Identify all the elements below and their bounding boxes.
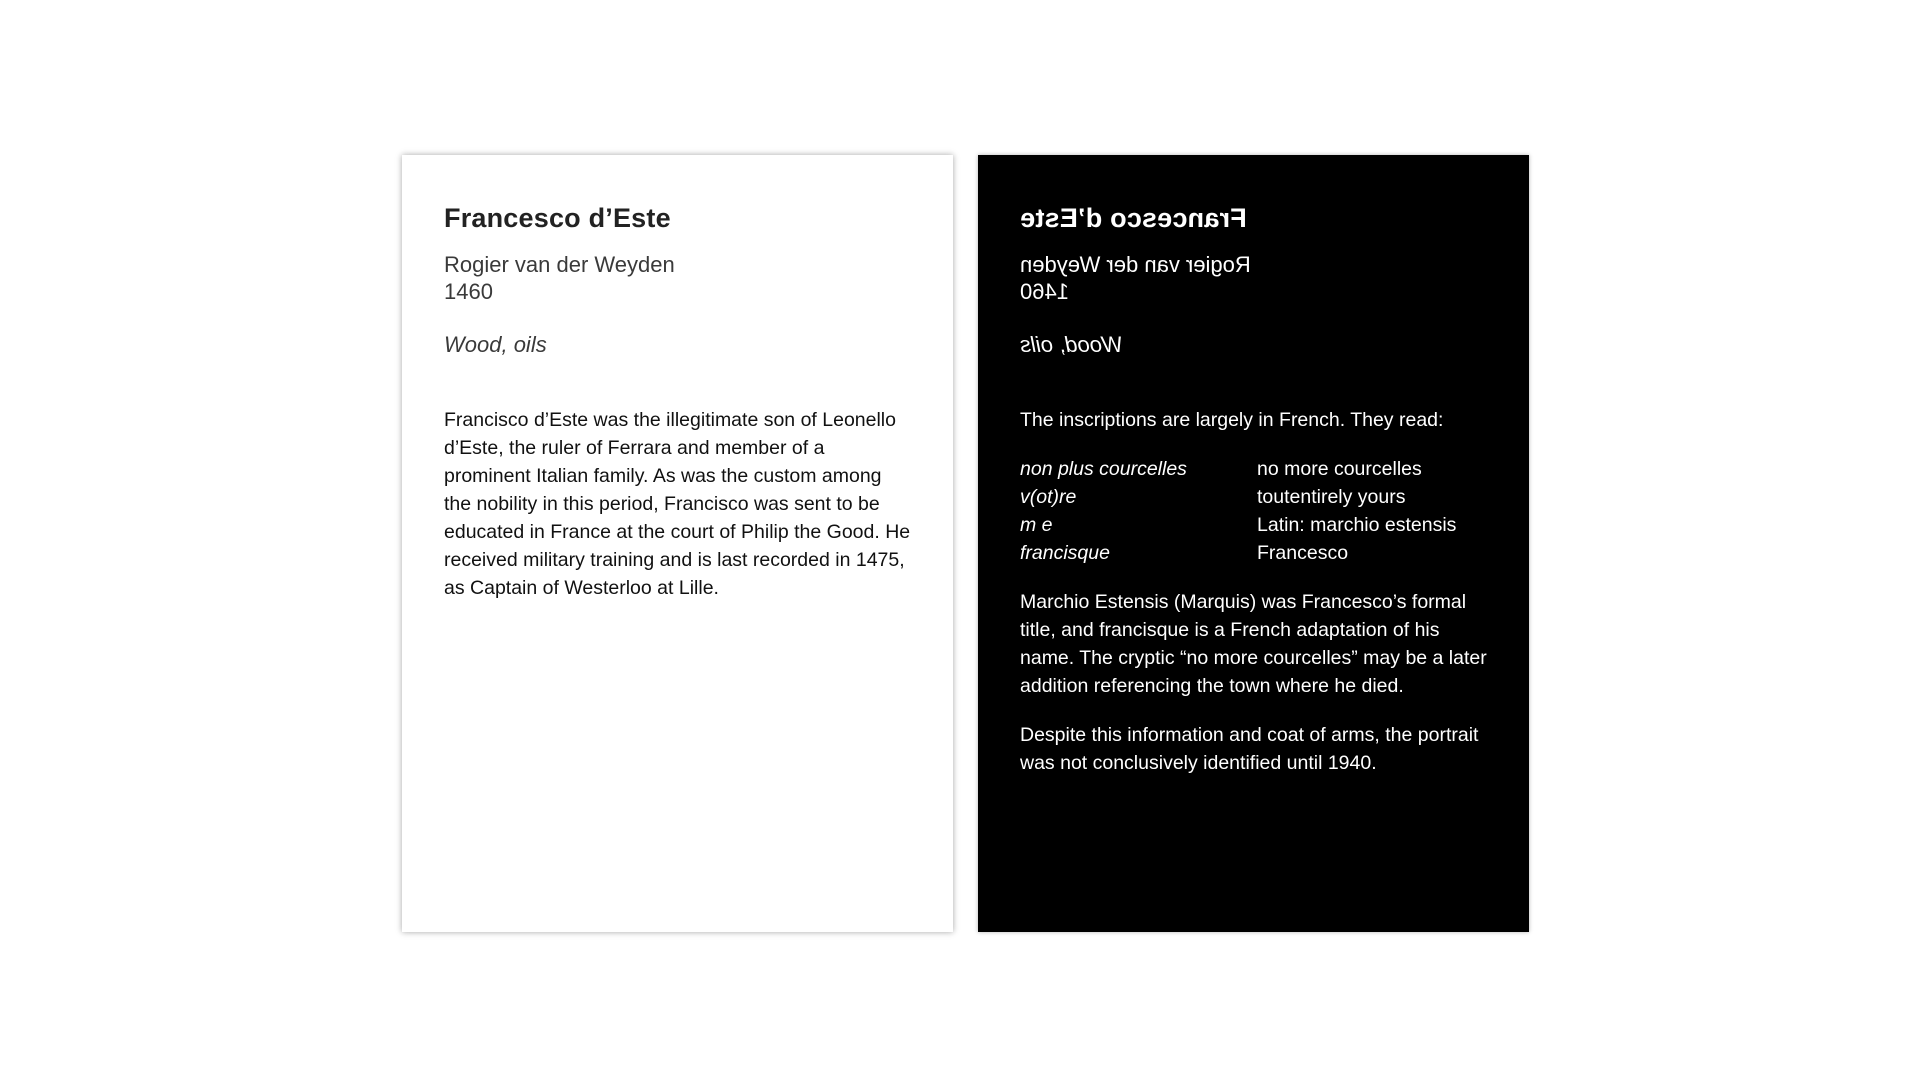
inscription-original: m e [1020,514,1053,536]
mirrored-title-text: Francesco d’Este [1020,203,1247,233]
mirrored-year [1020,278,1487,305]
artwork-medium: Wood, oils [444,332,547,357]
mirrored-medium [1020,331,1487,358]
mirrored-medium-text: Wood, oils [1020,332,1123,357]
inscription-original: non plus courcelles [1020,458,1187,480]
inscriptions-table [1020,455,1487,567]
artwork-description: Francisco d’Este was the illegitimate son of Leonello d’Este, the ruler of Ferrara and member of a prominent Italian family. As was the custom among the nobility in this period, Francisco was sent to be educated in France at the court of Philip the Good. He received military training and is last recorded in 1475, as Captain of Westerloo at Lille. [444,409,911,599]
inscription-original: francisque [1020,542,1110,564]
artwork-year: 1460 [444,279,493,304]
identification-note: Despite this information and coat of arms, the portrait was not conclusively identified until 1940. [1020,724,1479,774]
mirrored-title [1020,201,1487,235]
mirrored-year-text: 1460 [1020,279,1069,304]
label-card-back [978,155,1529,932]
inscription-meaning: toutentirely yours [1257,486,1406,508]
mirrored-artist-text: Rogier van der Weyden [1020,252,1251,277]
artist-name: Rogier van der Weyden [444,252,675,277]
inscriptions-intro: The inscriptions are largely in French. They read: [1020,409,1444,431]
label-card-front [402,155,953,932]
inscription-original: v(ot)re [1020,486,1077,508]
mirrored-artist [1020,251,1487,278]
artwork-title: Francesco d’Este [444,203,671,233]
inscription-meaning: no more courcelles [1257,458,1422,480]
inscription-meaning: Francesco [1257,542,1349,564]
inscriptions-explanation: Marchio Estensis (Marquis) was Francesco’s formal title, and francisque is a French adaptation of his name. The cryptic “no more courcelles” may be a later addition referencing the town where he died. [1020,591,1487,697]
inscription-meaning: Latin: marchio estensis [1257,514,1457,536]
